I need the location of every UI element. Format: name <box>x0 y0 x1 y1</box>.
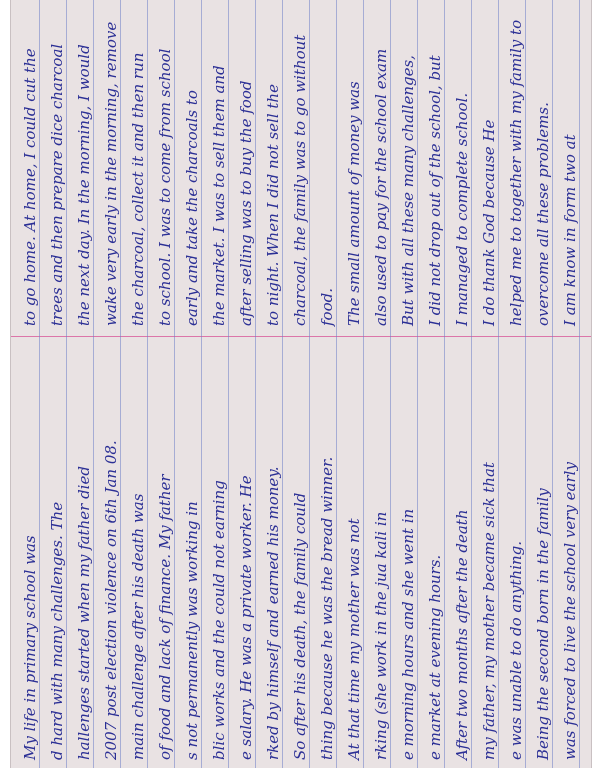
text-line: s not permanently was working in <box>183 501 201 760</box>
text-line: wake very early in the morning, remove <box>102 21 120 326</box>
text-line: to go home. At home, I could cut the <box>21 48 39 326</box>
text-line: The small amount of money was <box>345 81 363 326</box>
ruled-line <box>552 0 553 768</box>
text-line: I did not drop out of the school, but <box>426 55 444 326</box>
text-line: also used to pay for the school exam <box>372 48 390 326</box>
text-line: hallenges started when my father died <box>75 466 93 760</box>
ruled-line <box>201 0 202 768</box>
text-line: of food and lack of finance. My father <box>156 474 174 760</box>
text-line: charcoal, the family was to go without <box>291 34 309 326</box>
ruled-line <box>471 0 472 768</box>
text-line: the charcoal, collect it and then run <box>129 52 147 326</box>
ruled-line <box>39 0 40 768</box>
text-line: d hard with many challenges. The <box>48 501 66 760</box>
ruled-line <box>228 0 229 768</box>
ruled-line <box>255 0 256 768</box>
text-line: e morning hours and she went in <box>399 508 417 760</box>
text-line: So after his death, the family could <box>291 492 309 760</box>
text-line: overcome all these problems. <box>534 102 552 326</box>
ruled-line <box>498 0 499 768</box>
notebook-page <box>10 0 592 768</box>
text-line: At that time my mother was not <box>345 518 363 760</box>
ruled-line <box>336 0 337 768</box>
text-line: the next day. In the morning, I would <box>75 44 93 326</box>
text-line: food. <box>318 288 336 326</box>
text-line: blic works and the could not earning <box>210 480 228 760</box>
text-line: e was unable to do anything. <box>507 540 525 760</box>
text-line: My life in primary school was <box>21 535 39 760</box>
ruled-line <box>147 0 148 768</box>
text-line: my father, my mother became sick that <box>480 462 498 760</box>
text-line: the market. I was to sell them and <box>210 65 228 326</box>
text-line: e salary. He was a private worker. He <box>237 475 255 760</box>
ruled-line <box>525 0 526 768</box>
ruled-line <box>390 0 391 768</box>
text-line: e market at evening hours. <box>426 554 444 760</box>
margin-line <box>11 336 591 337</box>
text-line: main challenge after his death was <box>129 493 147 760</box>
text-line: 2007 post election violence on 6th Jan 08. <box>102 440 120 760</box>
text-line: After two months after the death <box>453 509 471 760</box>
text-line: rking (she work in the jua kali in <box>372 511 390 760</box>
text-line: Being the second born in the family <box>534 488 552 760</box>
ruled-line <box>444 0 445 768</box>
text-line: rked by himself and earned his money. <box>264 466 282 760</box>
ruled-line <box>93 0 94 768</box>
ruled-line <box>309 0 310 768</box>
text-line: trees and then prepare dice charcoal <box>48 43 66 326</box>
ruled-line <box>66 0 67 768</box>
ruled-line <box>120 0 121 768</box>
ruled-line <box>174 0 175 768</box>
text-line: was forced to live the school very early <box>561 462 579 760</box>
text-line: to school. I was to come from school <box>156 48 174 326</box>
text-line: I managed to complete school. <box>453 92 471 326</box>
ruled-line <box>579 0 580 768</box>
ruled-line <box>363 0 364 768</box>
text-line: I am know in form two at <box>561 134 579 326</box>
text-line: to night. When I did not sell the <box>264 84 282 326</box>
text-line: I do thank God because He <box>480 119 498 326</box>
ruled-line <box>282 0 283 768</box>
text-line: thing because he was the bread winner. <box>318 456 336 760</box>
text-line: early and take the charcoals to <box>183 90 201 326</box>
ruled-line <box>417 0 418 768</box>
text-line: helped me to together with my family to <box>507 19 525 326</box>
text-line: But with all these many challenges, <box>399 55 417 326</box>
text-line: after selling was to buy the food <box>237 80 255 326</box>
